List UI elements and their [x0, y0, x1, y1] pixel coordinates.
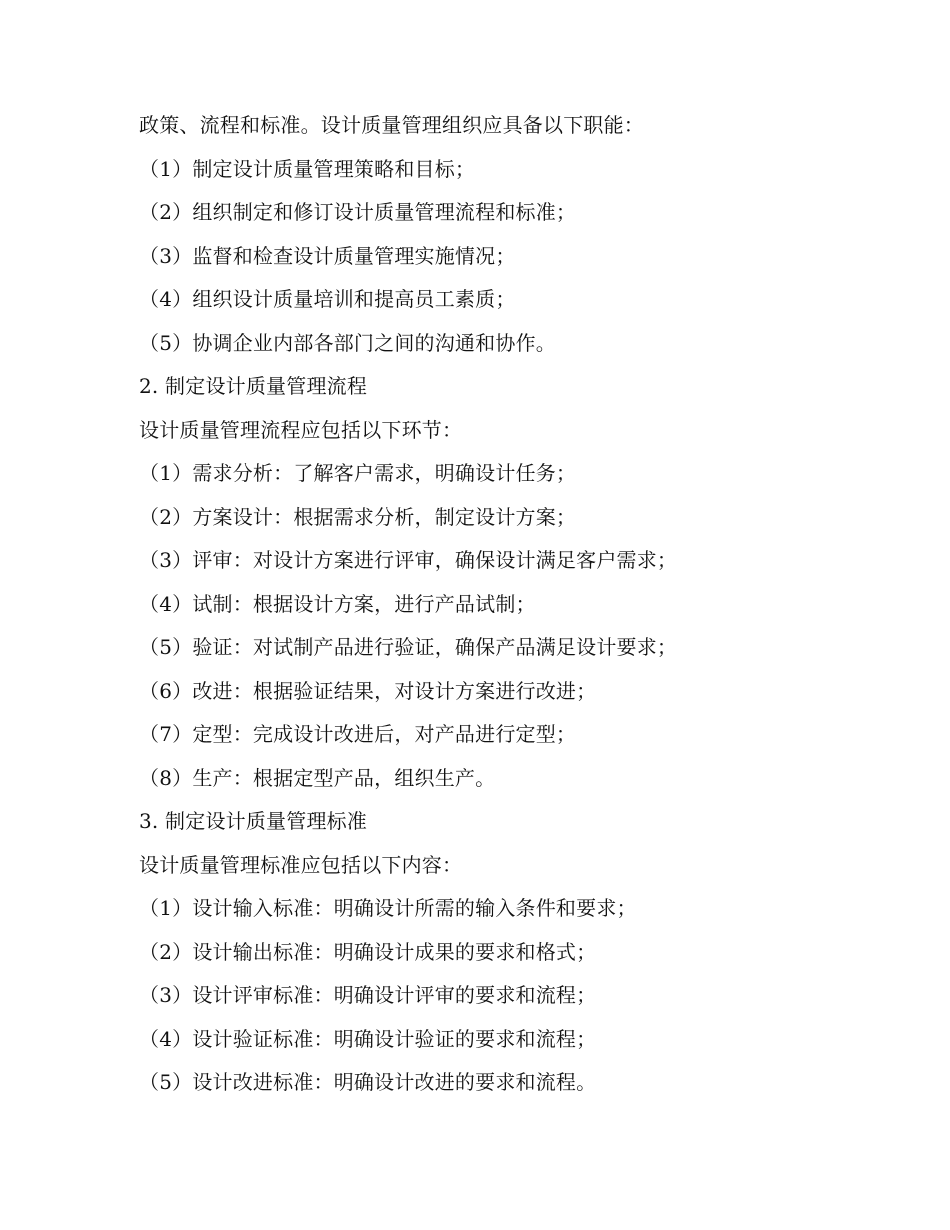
section-heading: 2. 制定设计质量管理流程 [139, 374, 368, 398]
list-item: （7）定型：完成设计改进后，对产品进行定型； [139, 722, 577, 746]
paragraph-intro-functions: 政策、流程和标准。设计质量管理组织应具备以下职能： [139, 113, 644, 137]
document-body [139, 104, 839, 1105]
list-item: （8）生产：根据定型产品，组织生产。 [139, 765, 496, 790]
list-item: （4）设计验证标准：明确设计验证的要求和流程； [139, 1026, 597, 1051]
list-item: （5）协调企业内部各部门之间的沟通和协作。 [139, 330, 556, 355]
list-item: （3）监督和检查设计质量管理实施情况； [139, 243, 516, 268]
list-item: （2）组织制定和修订设计质量管理流程和标准； [139, 200, 577, 224]
list-item: （5）设计改进标准：明确设计改进的要求和流程。 [139, 1070, 597, 1094]
list-item: （4）试制：根据设计方案，进行产品试制； [139, 591, 536, 616]
list-item: （4）组织设计质量培训和提高员工素质； [139, 287, 516, 311]
list-item: （1）制定设计质量管理策略和目标； [139, 156, 476, 181]
list-item: （1）设计输入标准：明确设计所需的输入条件和要求； [139, 896, 637, 920]
paragraph: 设计质量管理流程应包括以下环节： [139, 417, 463, 442]
list-item: （2）方案设计：根据需求分析，制定设计方案； [139, 504, 577, 529]
list-item: （5）验证：对试制产品进行验证，确保产品满足设计要求； [139, 635, 678, 659]
list-item: （1）需求分析：了解客户需求，明确设计任务； [139, 461, 577, 485]
list-item: （2）设计输出标准：明确设计成果的要求和格式； [139, 939, 597, 964]
list-item: （3）评审：对设计方案进行评审，确保设计满足客户需求； [139, 548, 678, 572]
list-item: （3）设计评审标准：明确设计评审的要求和流程； [139, 983, 597, 1007]
section-heading: 3. 制定设计质量管理标准 [139, 809, 368, 833]
paragraph: 设计质量管理标准应包括以下内容： [139, 852, 463, 877]
list-item: （6）改进：根据验证结果，对设计方案进行改进； [139, 678, 597, 703]
